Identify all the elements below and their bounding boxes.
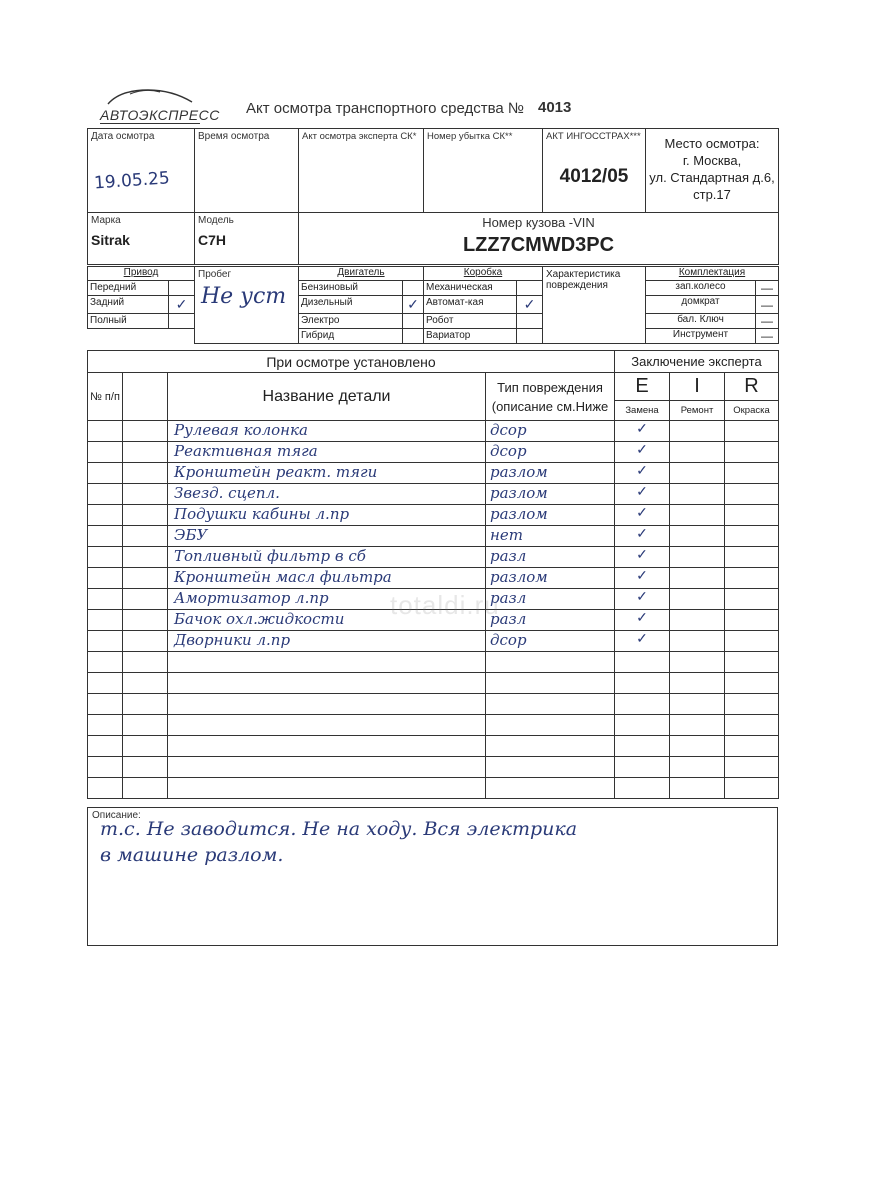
drive-check [169, 281, 195, 296]
paint-mark [725, 463, 779, 484]
repair-mark [670, 610, 725, 631]
loss-cell: Номер убытка СК** [424, 129, 543, 213]
repair-mark [670, 715, 725, 736]
paint-mark [725, 568, 779, 589]
engine-check [403, 314, 424, 329]
repair-mark [670, 631, 725, 652]
table-row [88, 757, 779, 778]
row-blank [123, 421, 168, 442]
logo-text: АВТОЭКСПРЕСС [100, 107, 220, 123]
repair-mark [670, 526, 725, 547]
row-blank [123, 463, 168, 484]
damage-type [486, 694, 615, 715]
equipment-item: бал. Ключ [646, 314, 756, 329]
act-number: 4013 [538, 99, 572, 116]
paint-mark [725, 442, 779, 463]
row-number [88, 568, 123, 589]
expert-title: Заключение эксперта [615, 351, 779, 373]
part-name: ЭБУ [168, 526, 486, 547]
gearbox-item: Робот [424, 314, 517, 329]
row-blank [123, 589, 168, 610]
drive-empty [88, 329, 195, 344]
equipment-item: Инструмент [646, 329, 756, 344]
gearbox-item: Механическая [424, 281, 517, 296]
replace-mark [615, 673, 670, 694]
row-blank [123, 673, 168, 694]
part-name [168, 757, 486, 778]
engine-item: Дизельный [299, 296, 403, 314]
findings-table [87, 350, 779, 799]
row-number [88, 484, 123, 505]
repair-mark [670, 757, 725, 778]
paint-mark [725, 484, 779, 505]
paint-mark [725, 610, 779, 631]
letter-r: R [725, 373, 779, 401]
damage-type: разл [486, 547, 615, 568]
table-row [88, 736, 779, 757]
row-blank [123, 652, 168, 673]
row-number [88, 547, 123, 568]
replace-mark [615, 715, 670, 736]
watermark: totaldi.ru [390, 590, 500, 620]
row-blank [123, 505, 168, 526]
engine-item: Электро [299, 314, 403, 329]
description-label: Описание: [92, 810, 141, 821]
place-cell: Место осмотра: г. Москва, ул. Стандартная д.6, стр.17 [646, 129, 779, 213]
part-name: Кронштейн масл фильтра [168, 568, 486, 589]
repair-mark [670, 652, 725, 673]
table-row [88, 463, 779, 484]
row-blank [123, 547, 168, 568]
damage-type [486, 673, 615, 694]
repair-mark [670, 736, 725, 757]
row-number [88, 778, 123, 799]
part-name: Амортизатор л.пр [168, 589, 486, 610]
table-row [88, 652, 779, 673]
row-number [88, 694, 123, 715]
replace-mark: ✓ [615, 610, 670, 631]
replace-mark: ✓ [615, 463, 670, 484]
row-blank [123, 757, 168, 778]
table-row [88, 421, 779, 442]
description-box [87, 807, 778, 946]
row-number [88, 526, 123, 547]
table-row [88, 505, 779, 526]
equipment-mark: — [756, 329, 779, 344]
table-row [88, 694, 779, 715]
damage-type: дсор [486, 631, 615, 652]
row-blank [123, 778, 168, 799]
model-value: C7H [198, 232, 227, 248]
part-name [168, 652, 486, 673]
damage-type: разл [486, 610, 615, 631]
part-name: Рулевая колонка [168, 421, 486, 442]
row-number [88, 463, 123, 484]
damage-type: разлом [486, 463, 615, 484]
row-number [88, 736, 123, 757]
damage-type: разлом [486, 568, 615, 589]
damage-type: разлом [486, 484, 615, 505]
paint-mark [725, 421, 779, 442]
gearbox-check [517, 329, 543, 344]
row-blank [123, 694, 168, 715]
repair-mark [670, 547, 725, 568]
row-number [88, 610, 123, 631]
repair-mark [670, 421, 725, 442]
part-name: Реактивная тяга [168, 442, 486, 463]
row-number [88, 631, 123, 652]
info-table [87, 128, 779, 265]
row-blank [123, 736, 168, 757]
repair-mark [670, 673, 725, 694]
row-blank [123, 484, 168, 505]
part-name [168, 778, 486, 799]
vin-value: LZZ7CMWD3PC [462, 234, 615, 256]
replace-mark: ✓ [615, 589, 670, 610]
equipment-mark: — [756, 314, 779, 329]
table-row [88, 526, 779, 547]
paint-mark [725, 652, 779, 673]
damage-type: дсор [486, 421, 615, 442]
sk-act-cell: Акт осмотра эксперта СК* [299, 129, 424, 213]
gearbox-check [517, 314, 543, 329]
engine-check [403, 281, 424, 296]
repair-mark [670, 694, 725, 715]
equipment-item: зап.колесо [646, 281, 756, 296]
row-number [88, 715, 123, 736]
part-name [168, 736, 486, 757]
brand-value: Sitrak [91, 232, 130, 248]
drive-item: Задний [88, 296, 169, 314]
paint-mark [725, 694, 779, 715]
replace-mark: ✓ [615, 484, 670, 505]
date-cell: Дата осмотра 19.05.25 [88, 129, 195, 213]
paint-mark [725, 631, 779, 652]
col-number: № п/п [88, 373, 123, 421]
engine-item: Гибрид [299, 329, 403, 344]
col-part-name: Название детали [168, 373, 486, 421]
damage-type [486, 736, 615, 757]
car-logo-icon [100, 86, 200, 106]
replace-mark: ✓ [615, 526, 670, 547]
table-row [88, 673, 779, 694]
sub-replace: Замена [615, 401, 670, 421]
engine-item: Бензиновый [299, 281, 403, 296]
engine-check: ✓ [403, 296, 424, 314]
row-blank [123, 715, 168, 736]
paint-mark [725, 589, 779, 610]
gearbox-check: ✓ [517, 296, 543, 314]
sub-paint: Окраска [725, 401, 779, 421]
document-title: Акт осмотра транспортного средства № [246, 100, 525, 117]
findings-title: При осмотре установлено [88, 351, 615, 373]
mileage-cell: Пробег Не уст [195, 267, 299, 344]
model-cell: Модель C7H [195, 213, 299, 265]
equipment-header: Комплектация [646, 267, 779, 281]
vin-cell: Номер кузова -VIN LZZ7CMWD3PC [299, 213, 779, 265]
row-number [88, 673, 123, 694]
paint-mark [725, 505, 779, 526]
table-row [88, 484, 779, 505]
table-row [88, 778, 779, 799]
repair-mark [670, 589, 725, 610]
table-row [88, 547, 779, 568]
paint-mark [725, 715, 779, 736]
gearbox-item: Вариатор [424, 329, 517, 344]
row-number [88, 589, 123, 610]
damage-type [486, 757, 615, 778]
damage-type: дсор [486, 442, 615, 463]
replace-mark [615, 778, 670, 799]
row-blank [123, 610, 168, 631]
time-cell: Время осмотра [195, 129, 299, 213]
replace-mark [615, 736, 670, 757]
letter-i: I [670, 373, 725, 401]
replace-mark [615, 652, 670, 673]
table-row [88, 442, 779, 463]
gearbox-check [517, 281, 543, 296]
date-value: 19.05.25 [93, 168, 171, 194]
part-name [168, 694, 486, 715]
replace-mark: ✓ [615, 505, 670, 526]
specs-table [87, 266, 779, 344]
drive-item: Полный [88, 314, 169, 329]
replace-mark: ✓ [615, 442, 670, 463]
repair-mark [670, 505, 725, 526]
part-name: Дворники л.пр [168, 631, 486, 652]
row-blank [123, 568, 168, 589]
drive-check [169, 314, 195, 329]
damage-characteristic: Характеристика повреждения [543, 267, 646, 344]
part-name: Топливный фильтр в сб [168, 547, 486, 568]
row-blank [123, 526, 168, 547]
brand-cell: Марка Sitrak [88, 213, 195, 265]
row-number [88, 421, 123, 442]
row-number [88, 652, 123, 673]
drive-check: ✓ [169, 296, 195, 314]
description-line-2: в машине разлом. [100, 844, 284, 866]
repair-mark [670, 484, 725, 505]
paint-mark [725, 736, 779, 757]
repair-mark [670, 778, 725, 799]
paint-mark [725, 547, 779, 568]
row-blank [123, 631, 168, 652]
replace-mark: ✓ [615, 547, 670, 568]
letter-e: E [615, 373, 670, 401]
col-blank [123, 373, 168, 421]
paint-mark [725, 778, 779, 799]
damage-type [486, 652, 615, 673]
table-row [88, 568, 779, 589]
col-damage-type: Тип повреждения (описание см.Ниже [486, 373, 615, 421]
damage-type: нет [486, 526, 615, 547]
damage-type: разлом [486, 505, 615, 526]
paint-mark [725, 673, 779, 694]
equipment-item: домкрат [646, 296, 756, 314]
gearbox-item: Автомат-кая [424, 296, 517, 314]
gearbox-header: Коробка [424, 267, 543, 281]
mileage-value: Не уст [201, 284, 287, 309]
table-row [88, 715, 779, 736]
part-name: Кронштейн реакт. тяги [168, 463, 486, 484]
damage-type: разл [486, 589, 615, 610]
row-number [88, 505, 123, 526]
part-name: Звезд. сцепл. [168, 484, 486, 505]
paint-mark [725, 757, 779, 778]
row-blank [123, 442, 168, 463]
replace-mark: ✓ [615, 421, 670, 442]
replace-mark [615, 694, 670, 715]
part-name [168, 673, 486, 694]
drive-header: Привод [88, 267, 195, 281]
logo [100, 86, 220, 123]
part-name: Подушки кабины л.пр [168, 505, 486, 526]
paint-mark [725, 526, 779, 547]
replace-mark: ✓ [615, 631, 670, 652]
engine-check [403, 329, 424, 344]
ingos-value: 4012/05 [559, 166, 629, 187]
equipment-mark: — [756, 281, 779, 296]
part-name [168, 715, 486, 736]
repair-mark [670, 442, 725, 463]
drive-item: Передний [88, 281, 169, 296]
row-number [88, 442, 123, 463]
engine-header: Двигатель [299, 267, 424, 281]
repair-mark [670, 568, 725, 589]
part-name: Бачок охл.жидкости [168, 610, 486, 631]
table-row [88, 631, 779, 652]
description-line-1: т.с. Не заводится. Не на ходу. Вся электрика [100, 818, 578, 840]
ingos-cell: АКТ ИНГОССТРАХ*** 4012/05 [543, 129, 646, 213]
damage-type [486, 715, 615, 736]
repair-mark [670, 463, 725, 484]
replace-mark [615, 757, 670, 778]
sub-repair: Ремонт [670, 401, 725, 421]
replace-mark: ✓ [615, 568, 670, 589]
damage-type [486, 778, 615, 799]
equipment-mark: — [756, 296, 779, 314]
row-number [88, 757, 123, 778]
